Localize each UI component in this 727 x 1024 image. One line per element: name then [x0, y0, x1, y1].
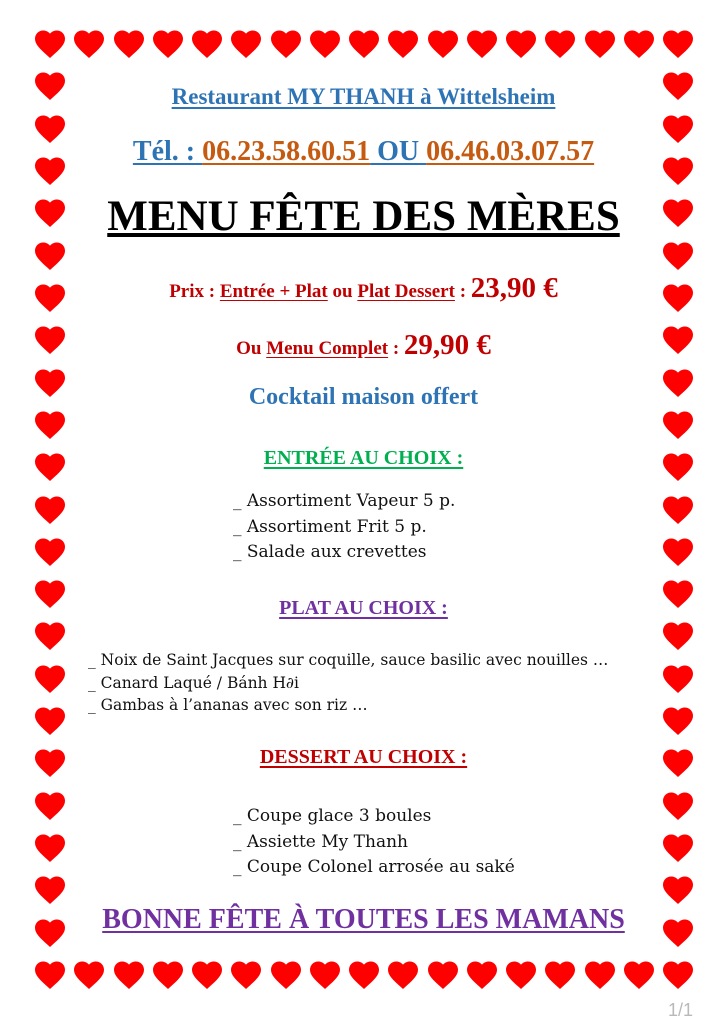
heart-icon	[660, 957, 696, 993]
cocktail-offer: Cocktail maison offert	[248, 384, 479, 410]
heart-icon	[32, 957, 68, 993]
heart-icon	[71, 957, 107, 993]
heart-icon	[660, 407, 696, 443]
heart-icon	[346, 26, 382, 62]
heart-icon	[660, 788, 696, 824]
heart-icon	[621, 957, 657, 993]
heart-icon	[307, 26, 343, 62]
heart-icon	[660, 703, 696, 739]
heart-icon	[111, 26, 147, 62]
list-item: _ Gambas à l’ananas avec son riz …	[88, 696, 368, 714]
option-plat-dessert: Plat Dessert	[357, 281, 455, 302]
menu-title: MENU FÊTE DES MÈRES	[107, 193, 620, 240]
page-indicator: 1/1	[667, 1000, 693, 1020]
heart-icon	[385, 26, 421, 62]
heart-icon	[32, 492, 68, 528]
heart-icon	[660, 872, 696, 908]
heart-icon	[268, 957, 304, 993]
heart-icon	[464, 957, 500, 993]
heart-icon	[32, 26, 68, 62]
heart-icon	[660, 238, 696, 274]
heart-icon	[503, 957, 539, 993]
heart-icon	[32, 830, 68, 866]
heart-icon	[228, 957, 264, 993]
heart-icon	[542, 26, 578, 62]
heart-icon	[621, 26, 657, 62]
phone-number-1[interactable]: 06.23.58.60.51	[202, 136, 371, 167]
heart-icon	[660, 534, 696, 570]
heart-icon	[268, 26, 304, 62]
option-entree-plat: Entrée + Plat	[219, 281, 328, 302]
phone-number-2[interactable]: 06.46.03.07.57	[426, 136, 595, 167]
heart-icon	[503, 26, 539, 62]
list-item: _ Coupe glace 3 boules	[233, 806, 432, 826]
heart-icon	[32, 788, 68, 824]
mains-heading: PLAT AU CHOIX :	[279, 597, 448, 619]
closing-message: BONNE FÊTE À TOUTES LES MAMANS	[102, 904, 625, 935]
price-line-1: Prix : Entrée + Plat ou Plat Dessert : 23,90 €	[169, 272, 558, 304]
heart-icon	[32, 618, 68, 654]
heart-icon	[660, 26, 696, 62]
heart-icon	[32, 534, 68, 570]
heart-icon	[150, 957, 186, 993]
restaurant-name: Restaurant MY THANH à Wittelsheim	[171, 84, 556, 109]
heart-icon	[189, 26, 225, 62]
mains-list	[88, 649, 608, 717]
heart-icon	[189, 957, 225, 993]
list-item: _ Assortiment Frit 5 p.	[233, 516, 427, 537]
heart-icon	[660, 830, 696, 866]
price-line-2: Ou Menu Complet : 29,90 €	[236, 329, 491, 361]
heart-icon	[582, 957, 618, 993]
list-item: _ Noix de Saint Jacques sur coquille, sauce basilic avec nouilles …	[88, 651, 609, 669]
heart-icon	[385, 957, 421, 993]
heart-icon	[71, 26, 107, 62]
heart-icon	[111, 957, 147, 993]
price-23-90: 23,90 €	[470, 272, 558, 304]
phone-line	[0, 136, 727, 168]
starters-list	[233, 489, 455, 566]
desserts-heading: DESSERT AU CHOIX :	[259, 746, 468, 768]
heart-icon	[32, 407, 68, 443]
or-separator: OU	[370, 136, 427, 167]
heart-icon	[582, 26, 618, 62]
starters-heading: ENTRÉE AU CHOIX :	[263, 447, 464, 469]
heart-icon	[32, 872, 68, 908]
heart-icon	[660, 661, 696, 697]
list-item: _ Assiette My Thanh	[233, 831, 408, 852]
heart-icon	[425, 26, 461, 62]
list-item: _ Assortiment Vapeur 5 p.	[233, 491, 456, 511]
list-item: _ Canard Laqué / Bánh H∂i	[88, 673, 299, 692]
heart-icon	[32, 238, 68, 274]
option-menu-complet: Menu Complet	[266, 338, 389, 359]
heart-icon	[228, 26, 264, 62]
heart-icon	[346, 957, 382, 993]
heart-icon	[150, 26, 186, 62]
price-29-90: 29,90 €	[403, 329, 491, 361]
desserts-list	[233, 804, 515, 881]
list-item: _ Coupe Colonel arrosée au saké	[233, 857, 515, 877]
list-item: _ Salade aux crevettes	[233, 542, 427, 562]
heart-icon	[32, 703, 68, 739]
heart-icon	[660, 618, 696, 654]
heart-icon	[464, 26, 500, 62]
heart-icon	[32, 661, 68, 697]
heart-icon	[425, 957, 461, 993]
heart-icon	[307, 957, 343, 993]
heart-icon	[542, 957, 578, 993]
heart-icon	[660, 492, 696, 528]
tel-label: Tél. :	[132, 136, 203, 167]
